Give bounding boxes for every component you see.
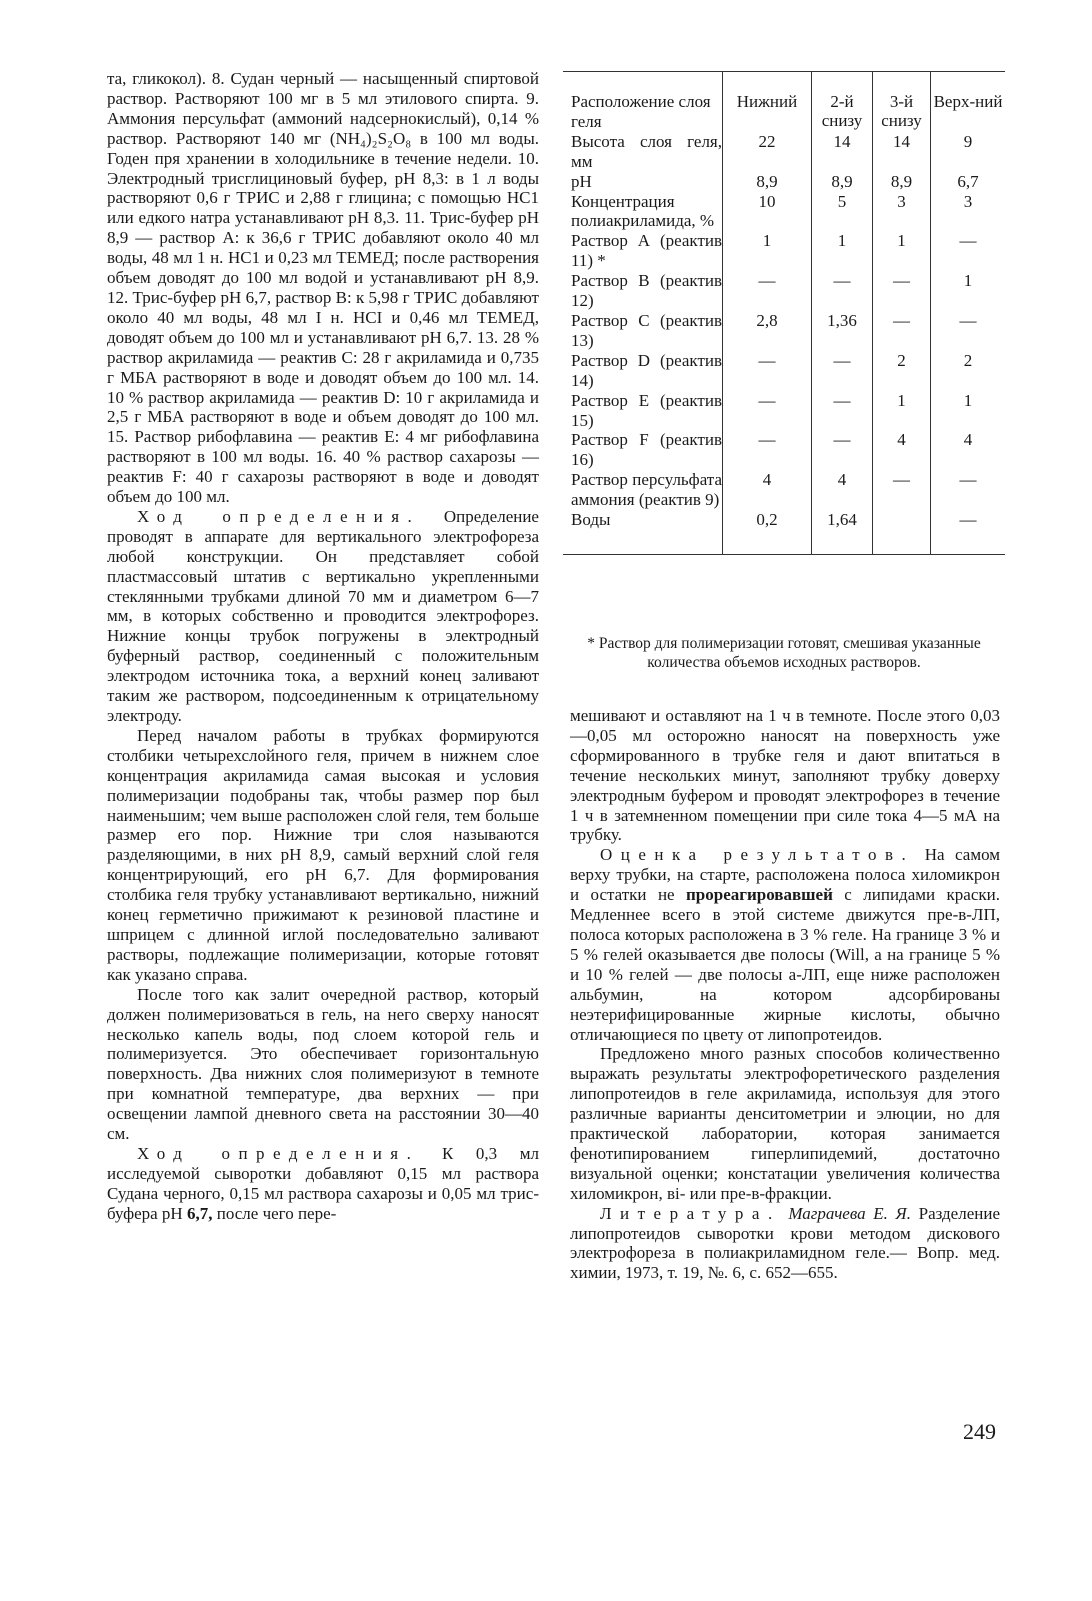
header-cell: Нижний	[723, 72, 812, 132]
value-cell: —	[812, 430, 873, 470]
paragraph-literature	[570, 1204, 1000, 1284]
paragraph-polymerization: После того как залит очередной раствор, который должен полимеризоваться в гель, на него сверху наносят несколько капель воды, под слоем которой гель и полимеризуется. Это обеспечивает горизонтальную поверхность. Два нижних слоя полимеризуют в темноте при комнатной температуре, два верхних — при освещении лампой дневного света на расстоянии 30—40 см.	[107, 984, 539, 1144]
row-label-cell: Раствор D (реактив 14)	[571, 350, 722, 390]
table-row	[563, 271, 1005, 311]
value-cell: 4	[812, 470, 873, 510]
row-label-cell: Раствор персульфата аммония (реактив 9)	[571, 470, 722, 510]
gel-composition-table	[563, 72, 1005, 554]
table-body	[563, 132, 1005, 554]
table-bottom-rule	[563, 554, 1005, 555]
value-cell: 1,36	[812, 311, 873, 351]
value-cell: 8,9	[873, 172, 931, 192]
value-cell: 4	[931, 430, 1006, 470]
value-cell: —	[812, 391, 873, 431]
paragraph-text: после чего пере-	[212, 1203, 337, 1223]
paragraph-gel-layers: Перед началом работы в трубках формируются столбики четырехслойного геля, причем в нижнем слое концентрация акриламида самая высокая и условия полимеризации подобраны так, чтобы размер пор был наименьшим; чем выше расположен слой геля, тем больше размер его пор. Нижние три слоя называются разделяющими, в них pH 8,9, самый верхний слой геля концентрирующий, его pH 6,7. Для формирования столбика геля трубку устанавливают вертикально, нижний конец герметично прижимают к резиновой пластине и шприцем с длинной иглой последовательно заливают растворы, подлежащие полимеризации, которые готовят как указано справа.	[107, 725, 539, 984]
table-header-row	[563, 72, 1005, 132]
bold-word: прореагировавшей	[686, 885, 833, 905]
row-label-cell: Раствор А (реактив 11) *	[571, 231, 722, 271]
value-cell: —	[723, 351, 812, 391]
gel-composition-table-block	[563, 71, 1005, 555]
table-row	[563, 231, 1005, 271]
table-row	[563, 192, 1005, 232]
value-cell: 1	[931, 271, 1006, 311]
value-cell: —	[812, 271, 873, 311]
paragraph-results	[570, 845, 1000, 1044]
value-cell: —	[873, 271, 931, 311]
value-cell: 10	[723, 192, 812, 232]
value-cell: 2	[873, 351, 931, 391]
paragraph-procedure-apparatus	[107, 507, 539, 726]
row-label-cell: Воды	[571, 510, 611, 530]
value-cell: 6,7	[931, 172, 1006, 192]
value-cell: 0,2	[723, 510, 812, 554]
value-cell: 4	[873, 430, 931, 470]
paragraph-reagents: та, гликокол). 8. Судан черный — насыщенный спиртовой раствор. Растворяют 100 мг в 5 мл этилового спирта. 9. Аммония персульфат (аммоний надсернокислый), 0,14 % раствор. Растворяют 140 мг (NH₄)₂S₂O₈ в 100 мл воды. Годен пря хранении в холодильнике в течение недели. 10. Электродный трисглициновый буфер, pH 8,3: в 1 л воды растворяют 0,6 г ТРИС и 2,88 г глицина; с помощью НС1 или едкого натра устанавливают pH 8,3. 11. Трис-буфер pH 8,9 — раствор А: к 36,6 г ТРИС добавляют около 40 мл воды, 48 мл 1 н. НС1 и 0,23 мл ТЕМЕД; после растворения объем доводят до 100 мл водой и устанавливают pH 8,9. 12. Трис-буфер pH 6,7, раствор В: к 5,98 г ТРИС добавляют около 40 мл воды, 48 мл I н. НСI и 0,46 мл ТЕМЕД, доводят объем до 100 мл и устанавливают pH 6,7. 13. 28 % раствор акриламида — реактив С: 28 г акриламида и 0,735 г МБА растворяют в воде и доводят объем до 100 мл. 14. 10 % раствор акриламида — реактив D: 10 г акриламида и 2,5 г МБА растворяют в воде и объем доводят до 100 мл. 15. Раствор рибофлавина — реактив Е: 4 мг рибофлавина растворяют в 100 мл воды. 16. 40 % раствор сахарозы — реактив F: 40 г сахарозы растворяют в воде и доводят объем до 100 мл.	[107, 69, 539, 507]
table-footnote: * Раствор для полимеризации готовят, смешивая указанные количества объемов исходных растворов.	[587, 635, 981, 671]
section-heading: Оценка результатов.	[600, 845, 915, 865]
table-row	[563, 132, 1005, 172]
row-label-cell: Раствор Е (реактив 15)	[571, 390, 722, 430]
row-label-cell: Раствор В (реактив 12)	[571, 271, 722, 311]
header-cell: 2-й снизу	[812, 72, 873, 132]
section-heading: Ход определения.	[137, 506, 421, 526]
row-label-cell: Высота слоя геля, мм	[571, 131, 722, 171]
bold-value: 6,7,	[186, 1203, 213, 1223]
value-cell: 2	[931, 351, 1006, 391]
value-cell: 9	[931, 132, 1006, 172]
value-cell: 1	[812, 231, 873, 271]
table-row	[563, 172, 1005, 192]
value-cell: 5	[812, 192, 873, 232]
value-cell: 3	[873, 192, 931, 232]
paragraph-text: К 0,3 мл исследуемой сыворотки добавляют 0,15 мл раствора Судана черного, 0,15 мл раствора сахарозы и 0,05 мл трис-буфера pH	[107, 1143, 539, 1223]
page-number: 249	[963, 1419, 996, 1444]
value-cell: 22	[723, 132, 812, 172]
value-cell: 1	[723, 231, 812, 271]
right-column	[570, 706, 1000, 1283]
author-name: Маграчева Е. Я.	[780, 1203, 911, 1223]
table-row	[563, 470, 1005, 510]
paragraph-text: Определение проводят в аппарате для вертикального электрофореза любой конструкции. Он представляет собой пластмассовый штатив с вертикально укрепленными стеклянными трубками длиной 70 мм и диаметром 6—7 мм, в которых собственно и проводится электрофорез. Нижние концы трубок погружены в электродный буферный раствор, соединенный с положительным электродом источника тока, а верхний конец заливают таким же раствором, подсоединенным к отрицательному электроду.	[107, 506, 539, 725]
value-cell: —	[873, 470, 931, 510]
value-cell: 2,8	[723, 311, 812, 351]
value-cell: —	[723, 430, 812, 470]
value-cell: —	[931, 231, 1006, 271]
value-cell: —	[931, 311, 1006, 351]
section-heading: Литература.	[600, 1203, 781, 1223]
paragraph-text: На самом верху трубки, на старте, расположена полоса хиломикрон и остатки не	[570, 845, 1001, 905]
value-cell	[873, 510, 931, 554]
row-label-cell: pH	[571, 171, 592, 191]
value-cell: —	[723, 271, 812, 311]
header-cell: Расположение слоя геля	[571, 92, 711, 131]
value-cell: —	[812, 351, 873, 391]
value-cell: 8,9	[812, 172, 873, 192]
header-cell: 3-й снизу	[873, 72, 931, 132]
row-label-cell: Концентрация полиакриламида, %	[571, 191, 715, 231]
value-cell: —	[873, 311, 931, 351]
left-column	[107, 69, 539, 1224]
section-heading: Ход определения.	[137, 1143, 420, 1163]
paragraph-procedure-sample	[107, 1144, 539, 1224]
table-row	[563, 510, 1005, 554]
header-cell: Верх-ний	[931, 72, 1006, 132]
paragraph-continuation: мешивают и оставляют на 1 ч в темноте. После этого 0,03—0,05 мл осторожно наносят на поверхность уже сформированного в трубке геля и дают впитаться в течение нескольких минут, заполняют трубку доверху электродным буфером и проводят электрофорез в течение 1 ч в затемненном помещении при силе тока 4—5 мА на трубку.	[570, 706, 1000, 845]
value-cell: 1,64	[812, 510, 873, 554]
paragraph-quantification: Предложено много разных способов количественно выражать результаты электрофоретического разделения липопротеидов в геле акриламида, используя для этого различные варианты денситометрии и элюции, но для практической лаборатории, которая занимается фенотипированием гиперлипидемий, достаточно визуальной оценки; констатации увеличения количества хиломикрон, вi- или пре-в-фракции.	[570, 1044, 1000, 1203]
paragraph-text: с липидами краски. Медленнее всего в этой системе движутся пре-в-ЛП, полоса которых расположена в 3 % геле. На границе 3 % и 5 % гелей оказывается две полосы (Will, а на границе 5 % и 10 % гелей — две полосы а-ЛП, еще ниже расположен альбумин, на котором адсорбированы неэтерифицированные жирные кислоты, обычно отличающиеся по цвету от липопротеидов.	[570, 885, 1000, 1044]
table-row	[563, 311, 1005, 351]
value-cell: 1	[873, 391, 931, 431]
row-label-cell: Раствор F (реактив 16)	[571, 430, 722, 470]
value-cell: 14	[812, 132, 873, 172]
value-cell: 14	[873, 132, 931, 172]
paragraph-text: Разделение липопротеидов сыворотки крови методом дискового электрофореза в полиакриламидном геле.— Вопр. мед. химии, 1973, т. 19, №. 6, с. 652—655.	[570, 1203, 1000, 1283]
value-cell: 3	[931, 192, 1006, 232]
value-cell: 4	[723, 470, 812, 510]
value-cell: 8,9	[723, 172, 812, 192]
row-label-cell: Раствор С (реактив 13)	[571, 310, 722, 350]
value-cell: —	[931, 510, 1006, 554]
value-cell: —	[931, 470, 1006, 510]
table-row	[563, 351, 1005, 391]
value-cell: —	[723, 391, 812, 431]
value-cell: 1	[873, 231, 931, 271]
value-cell: 1	[931, 391, 1006, 431]
table-row	[563, 391, 1005, 431]
table-row	[563, 430, 1005, 470]
